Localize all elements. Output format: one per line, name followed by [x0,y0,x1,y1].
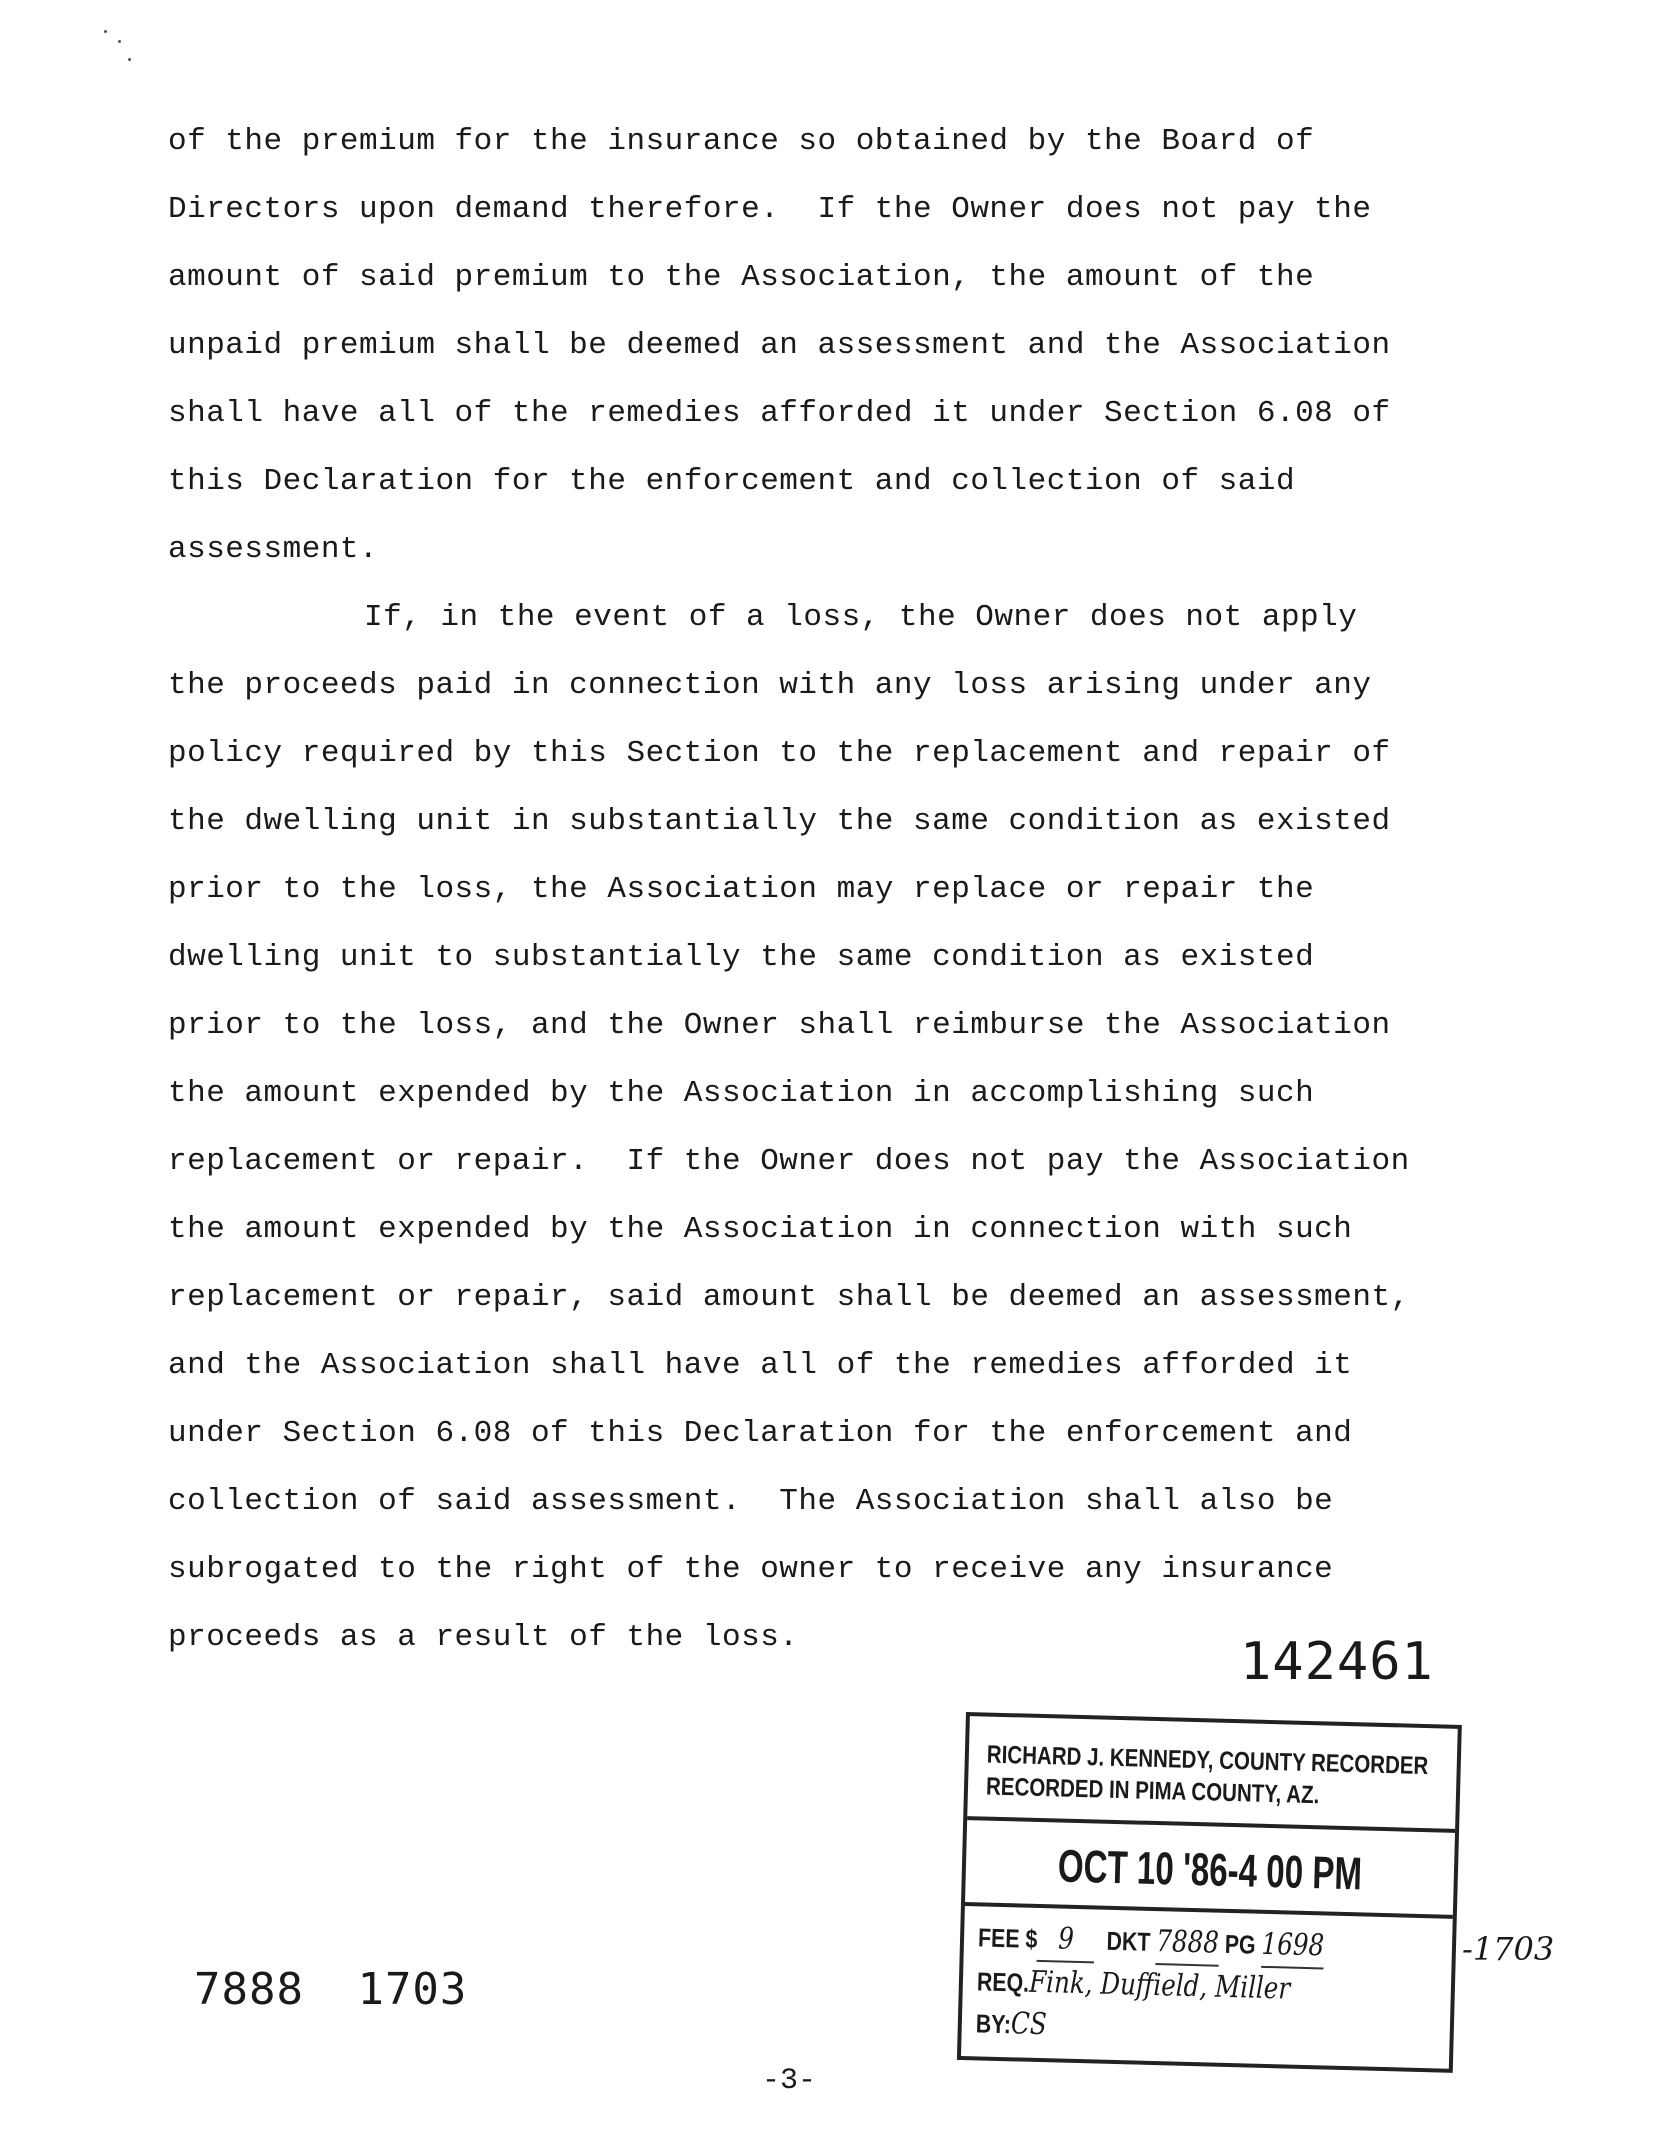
page-number: -3- [762,2064,817,2098]
recorder-name: RICHARD J. KENNEDY, COUNTY RECORDER [986,1740,1429,1781]
stamp-date-section [965,1820,1455,1919]
dkt-value: 7888 [1156,1921,1220,1967]
text-line: this Declaration for the enforcement and collection of said [168,464,1296,499]
text-line: replacement or repair, said amount shall be deemed an assessment, [168,1280,1410,1315]
text-line: under Section 6.08 of this Declaration for the enforcement and [168,1416,1353,1451]
text-line: of the premium for the insurance so obtained by the Board of [168,124,1315,159]
text-line: replacement or repair. If the Owner does not pay the Association [168,1144,1410,1179]
text-line: proceeds as a result of the loss. [168,1620,799,1655]
text-line: unpaid premium shall be deemed an assessment and the Association [168,328,1391,363]
by-value: CS [1010,2006,1048,2043]
recorded-in: RECORDED IN PIMA COUNTY, AZ. [985,1772,1320,1810]
text-line: assessment. [168,532,379,567]
text-line: subrogated to the right of the owner to receive any insurance [168,1552,1334,1587]
fee-label: FEE $ [977,1922,1038,1954]
text-line: dwelling unit to substantially the same condition as existed [168,940,1315,975]
text-line: collection of said assessment. The Association shall also be [168,1484,1334,1519]
text-line: shall have all of the remedies afforded it under Section 6.08 of [168,396,1391,431]
recorder-stamp [957,1712,1462,2073]
text-line: the amount expended by the Association in accomplishing such [168,1076,1315,1111]
text-line: policy required by this Section to the replacement and repair of [168,736,1391,771]
by-row [975,2002,1365,2054]
pg-label: PG [1224,1928,1257,1960]
scan-speck [104,30,107,33]
text-line: and the Association shall have all of the remedies afforded it [168,1348,1353,1383]
document-number: 142461 [1240,1632,1434,1692]
text-line: the dwelling unit in substantially the same condition as existed [168,804,1391,839]
recorded-date-time: OCT 10 '86-4 00 PM [1057,1839,1363,1900]
by-label: BY: [975,2008,1012,2040]
text-line: amount of said premium to the Association, the amount of the [168,260,1315,295]
scan-speck [128,58,131,61]
req-value: Fink, Duffield, Miller [1028,1964,1291,2007]
book-and-page: 7888 1703 [194,1964,468,2015]
text-line: the proceeds paid in connection with any loss arising under any [168,668,1372,703]
stamp-recorder-section [967,1716,1458,1833]
stamp-fields-section [961,1906,1452,2057]
text-line: the amount expended by the Association in connection with such [168,1212,1353,1247]
dkt-label: DKT [1106,1925,1151,1957]
pg-value: 1698 [1261,1924,1325,1970]
req-label: REQ. [976,1966,1030,1998]
text-line: Directors upon demand therefore. If the Owner does not pay the [168,192,1372,227]
body-text [168,108,1488,1672]
scan-speck [118,40,121,43]
text-line: prior to the loss, the Association may replace or repair the [168,872,1315,907]
fee-value: 9 [1037,1918,1096,1963]
text-line: If, in the event of a loss, the Owner does not apply [364,600,1358,635]
page-range-suffix: -1703 [1462,1930,1555,1968]
text-line: prior to the loss, and the Owner shall reimburse the Association [168,1008,1391,1043]
